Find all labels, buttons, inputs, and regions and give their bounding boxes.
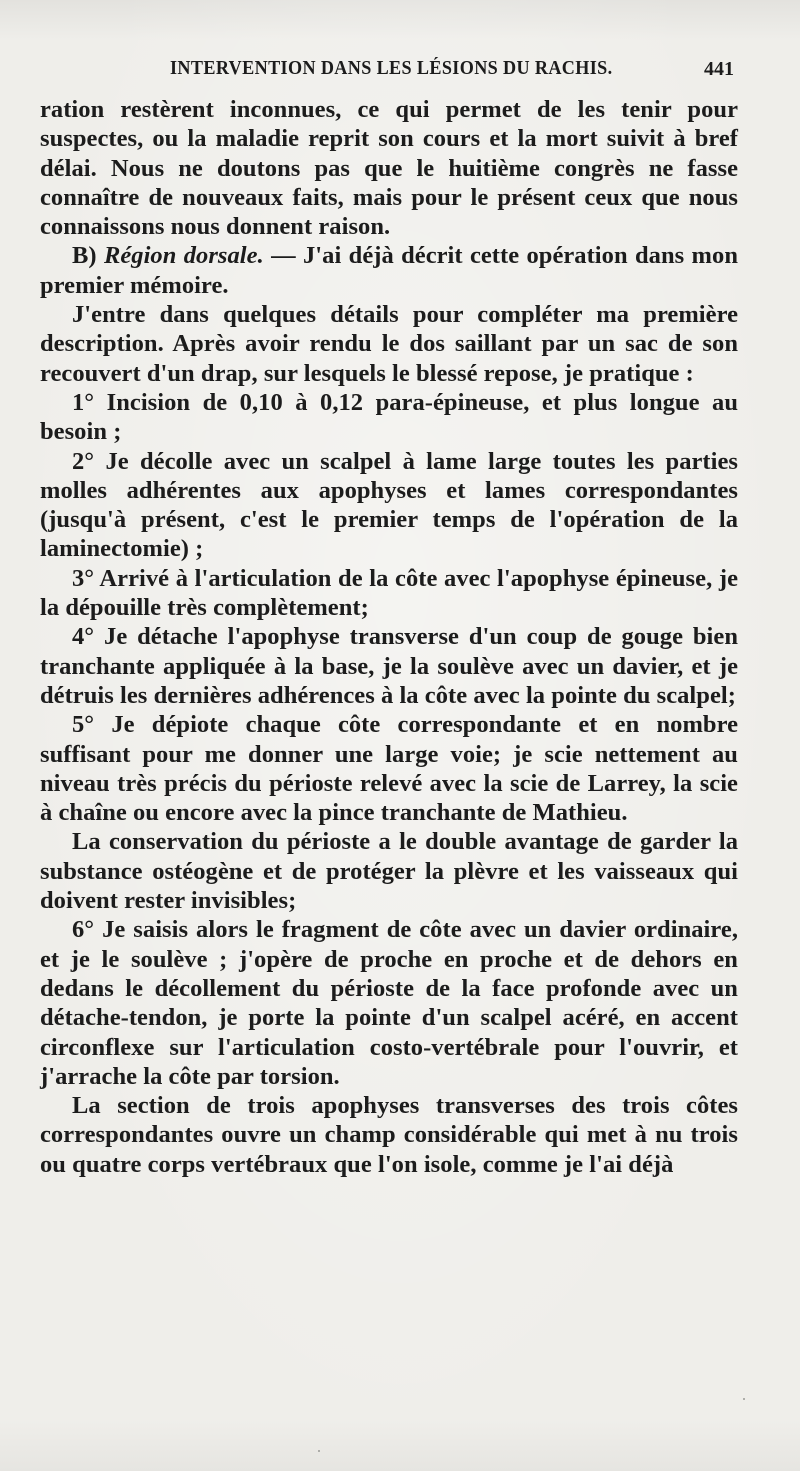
step-2: 2° Je décolle avec un scalpel à lame large toutes les parties molles adhérentes aux apophyses et lames correspondantes (jusqu'à présent, c'est le premier temps de l'opération de la laminectomie) ;	[40, 447, 738, 563]
paper-speck	[318, 1450, 320, 1452]
page-number: 441	[704, 58, 734, 80]
step-5: 5° Je dépiote chaque côte correspondante et en nombre suffisant pour me donner une large voie; je scie nettement au niveau très précis du périoste relevé avec la scie de Larrey, la scie à chaîne ou encore avec la pince tranchante de Mathieu.	[40, 711, 738, 827]
body-text	[40, 95, 738, 1179]
section-heading-rest: — J'ai déjà décrit cette opération dans mon premier mémoire.	[40, 242, 738, 299]
paragraph-description: J'entre dans quelques détails pour compléter ma première description. Après avoir rendu le dos saillant par un sac de son recouvert d'un drap, sur lesquels le blessé repose, je pratique :	[40, 301, 738, 387]
step-6: 6° Je saisis alors le fragment de côte avec un davier ordinaire, et je le soulève ; j'opère de proche en proche et de dehors en dedans le décollement du périoste de la face profonde avec un détache-tendon, je porte la pointe d'un scalpel acéré, en accent circonflexe sur l'articulation costo-vertébrale pour l'ouvrir, et j'arrache la côte par torsion.	[40, 916, 738, 1090]
paper-speck	[743, 1398, 745, 1400]
step-3: 3° Arrivé à l'articulation de la côte avec l'apophyse épineuse, je la dépouille très complètement;	[40, 564, 738, 622]
paragraph-continuation: ration restèrent inconnues, ce qui permet de les tenir pour suspectes, ou la maladie reprit son cours et la mort suivit à bref délai. Nous ne doutons pas que le huitième congrès ne fasse connaître de nouveaux faits, mais pour le présent ceux que nous connaissons nous donnent raison.	[40, 96, 738, 241]
paragraph-section: La section de trois apophyses transverses des trois côtes correspondantes ouvre un champ considérable qui met à nu trois ou quatre corps vertébraux que l'on isole, comme je l'ai déjà	[40, 1092, 738, 1178]
paragraph-periosteum: La conservation du périoste a le double avantage de garder la substance ostéogène et de protéger la plèvre et les vaisseaux qui doivent rester invisibles;	[40, 828, 738, 915]
section-heading: Région dorsale.	[103, 242, 264, 270]
paragraph-region-dorsale	[40, 241, 738, 300]
section-marker: B)	[72, 242, 104, 270]
running-title: INTERVENTION DANS LES LÉSIONS DU RACHIS.	[170, 58, 613, 79]
page-header	[0, 58, 800, 88]
step-4: 4° Je détache l'apophyse transverse d'un coup de gouge bien tranchante appliquée à la base, je la soulève avec un davier, et je détruis les dernières adhérences à la côte avec la pointe du scalpel;	[40, 623, 738, 709]
step-1: 1° Incision de 0,10 à 0,12 para-épineuse, et plus longue au besoin ;	[40, 388, 738, 446]
